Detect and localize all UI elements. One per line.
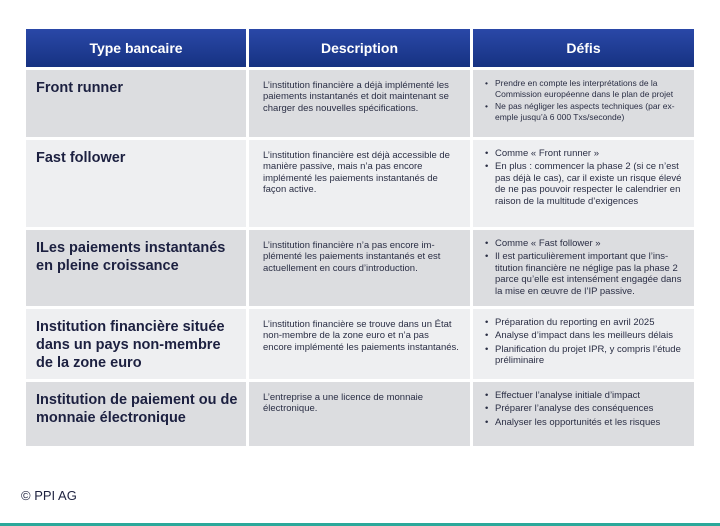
row-3-type: ILes paiements instantanés en pleine croissance	[26, 230, 246, 306]
row-4-type: Institution financière située dans un pays non-membre de la zone euro	[26, 309, 246, 379]
comparison-table	[26, 29, 694, 446]
defis-item: • Effectuer l’analyse initiale d’impact	[485, 390, 686, 401]
row-2-defis	[473, 140, 694, 227]
row-4-description: L’institution financière se trouve dans un État non-membre de la zone euro et n’a pas encore implémenté les paiements instantanés.	[249, 309, 470, 379]
defis-item: • Ne pas négliger les aspects techniques (par exemple jusqu’à 6 000 Txs/seconde)	[485, 101, 686, 122]
defis-list	[473, 140, 694, 207]
row-5-description: L’entreprise a une licence de monnaie électronique.	[249, 382, 470, 446]
header-description: Description	[249, 29, 470, 67]
defis-item: • Comme « Front runner »	[485, 148, 686, 159]
defis-item: • Planification du projet IPR, y compris l’étude préliminaire	[485, 344, 686, 367]
row-3-description: L’institution financière n’a pas encore implémenté les paiements instantanés et est actuellement en cours d’introduction.	[249, 230, 470, 306]
defis-list	[473, 70, 694, 122]
copyright-notice: © PPI AG	[21, 488, 77, 503]
defis-item: • Analyse d’impact dans les meilleurs délais	[485, 330, 686, 341]
defis-item: • Préparation du reporting en avril 2025	[485, 317, 686, 328]
defis-item: • Il est particulièrement important que l’institution financière ne néglige pas la phase 2 parce qu’elle est intensément engagée dans la mise en œuvre de l’IP passive.	[485, 251, 686, 297]
row-1-type: Front runner	[26, 70, 246, 137]
defis-list	[473, 230, 694, 297]
defis-item: • Comme « Fast follower »	[485, 238, 686, 249]
header-defis: Défis	[473, 29, 694, 67]
row-2-description: L’institution financière est déjà accessible de manière passive, mais n’a pas encore implémenté les paiements instantanés de façon active.	[249, 140, 470, 227]
row-2-type: Fast follower	[26, 140, 246, 227]
defis-item: • Prendre en compte les interprétations de la Commission européenne dans le plan de projet	[485, 78, 686, 99]
defis-item: • Préparer l’analyse des conséquences	[485, 403, 686, 414]
header-type-bancaire: Type bancaire	[26, 29, 246, 67]
row-3-defis	[473, 230, 694, 306]
defis-list	[473, 309, 694, 367]
row-1-description: L’institution financière a déjà implémenté les paiements instantanés et doit maintenant se charger des nouvelles spécifications.	[249, 70, 470, 137]
row-1-defis	[473, 70, 694, 137]
defis-item: • En plus : commencer la phase 2 (si ce n’est pas déjà le cas), car il existe un risque élevé de ne pas pouvoir respecter le calendrier en raison de la multitude d’exigences	[485, 161, 686, 207]
defis-list	[473, 382, 694, 428]
row-5-type: Institution de paiement ou de monnaie électronique	[26, 382, 246, 446]
row-4-defis	[473, 309, 694, 379]
defis-item: • Analyser les opportunités et les risques	[485, 417, 686, 428]
row-5-defis	[473, 382, 694, 446]
